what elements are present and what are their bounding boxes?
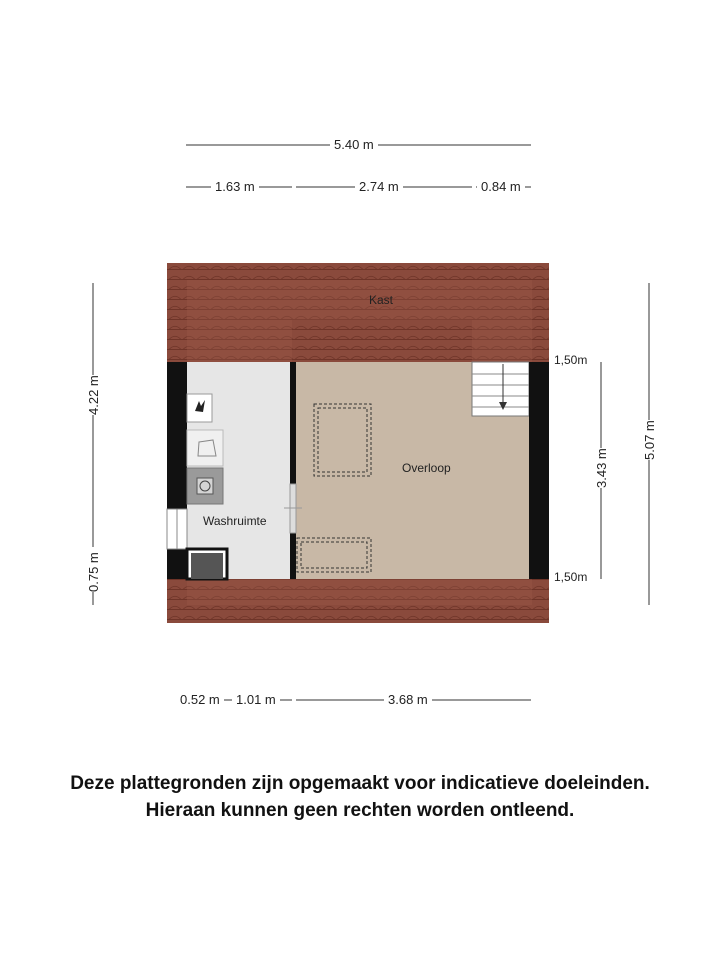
boiler [187,394,212,422]
disclaimer-line-2: Hieraan kunnen geen rechten worden ontleend. [145,800,575,821]
dimension-top-segment-2: 2.74 m [355,179,403,194]
window-left [167,509,187,549]
washing-machine [187,468,223,504]
dimension-left-upper: 4.22 m [86,375,101,415]
height-marker-top: 1,50m [550,353,591,367]
sink [187,430,223,466]
dimension-right-inner: 3.43 m [594,448,609,488]
dimension-top-segment-1: 1.63 m [211,179,259,194]
dimension-bottom-segment-2: 1.01 m [232,692,280,707]
height-marker-bottom: 1,50m [550,570,591,584]
room-label-overloop: Overloop [402,461,451,475]
disclaimer-line-1: Deze plattegronden zijn opgemaakt voor indicatieve doeleinden. [70,773,650,794]
dimension-top-segment-3: 0.84 m [477,179,525,194]
dimension-left-lower: 0.75 m [86,552,101,592]
dimension-bottom-segment-1: 0.52 m [176,692,224,707]
roof-overlay-right [472,280,532,362]
dimension-bottom-segment-3: 3.68 m [384,692,432,707]
roof-overlay-bottom [187,579,532,605]
stairs [472,362,529,416]
room-label-kast: Kast [369,293,394,307]
cabinet [187,549,227,579]
dimension-right-total: 5.07 m [642,420,657,460]
dimension-top-total: 5.40 m [330,137,378,152]
room-label-washruimte: Washruimte [203,514,267,528]
roof-overlay-left [187,280,292,362]
